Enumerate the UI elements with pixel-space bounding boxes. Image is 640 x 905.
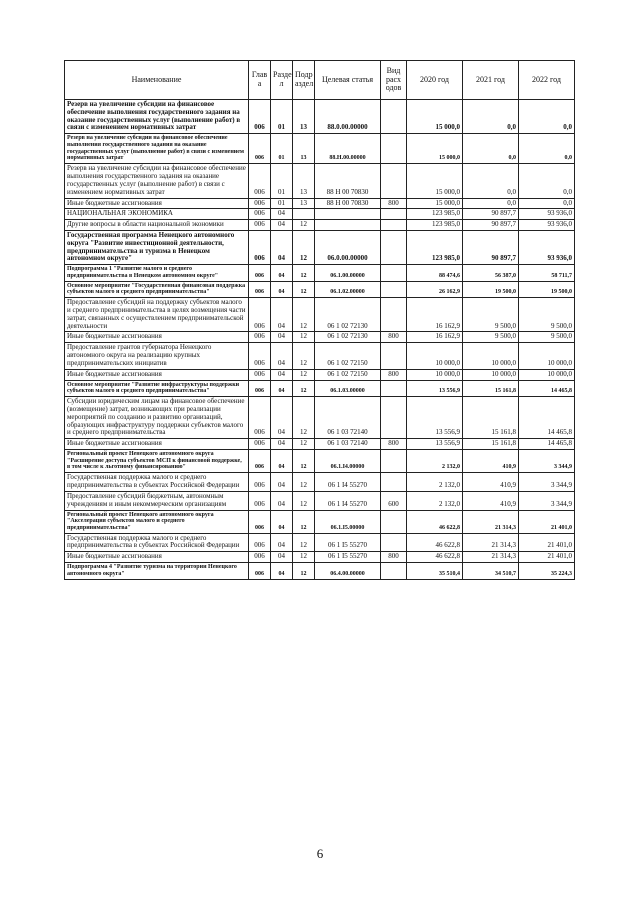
table-row	[65, 552, 575, 563]
row-2021: 0,0	[463, 198, 519, 209]
row-glava: 006	[249, 473, 271, 492]
row-target: 06 1 02 72150	[315, 369, 381, 380]
row-podrazdel: 12	[293, 220, 315, 231]
row-name: Государственная программа Ненецкого автономного округа "Развитие инвестиционной деятельности, предпринимательства и туризма в Ненецком автономном округе"	[65, 230, 249, 264]
row-vid	[381, 230, 407, 264]
row-vid	[381, 533, 407, 552]
row-2022: 9 500,0	[519, 332, 575, 343]
row-2020: 26 162,9	[407, 281, 463, 297]
row-2020: 15 000,0	[407, 198, 463, 209]
row-2020: 10 000,0	[407, 343, 463, 369]
row-vid: 800	[381, 198, 407, 209]
row-2022: 10 000,0	[519, 369, 575, 380]
row-name: Государственная поддержка малого и среднего предпринимательства в субъектах Российской Федерации	[65, 533, 249, 552]
row-podrazdel: 12	[293, 369, 315, 380]
row-razdel: 04	[271, 552, 293, 563]
table-row	[65, 198, 575, 209]
row-2022: 9 500,0	[519, 298, 575, 332]
row-2022: 19 500,0	[519, 281, 575, 297]
row-target: 06.1.I4.00000	[315, 450, 381, 473]
row-name: Государственная поддержка малого и среднего предпринимательства в субъектах Российской Федерации	[65, 473, 249, 492]
row-vid	[381, 298, 407, 332]
row-2022: 3 344,9	[519, 491, 575, 510]
row-name: Предоставление субсидий бюджетным, автономным учреждениям и иным некоммерческим организациям	[65, 491, 249, 510]
row-2020: 123 985,0	[407, 209, 463, 220]
table-row	[65, 473, 575, 492]
row-glava: 006	[249, 281, 271, 297]
row-glava: 006	[249, 100, 271, 134]
row-2022: 14 465,8	[519, 380, 575, 396]
row-2022: 3 344,9	[519, 473, 575, 492]
header-razdel: Разде л	[271, 61, 293, 100]
row-2020: 13 556,9	[407, 397, 463, 439]
row-2022: 58 711,7	[519, 265, 575, 281]
row-2020: 2 132,0	[407, 450, 463, 473]
table-row	[65, 134, 575, 164]
table-row	[65, 230, 575, 264]
row-target: 06 1 02 72150	[315, 343, 381, 369]
row-target: 06 1 I5 55270	[315, 533, 381, 552]
header-glava: Глав а	[249, 61, 271, 100]
row-glava: 006	[249, 563, 271, 579]
table-row	[65, 281, 575, 297]
header-name: Наименование	[65, 61, 249, 100]
row-2022: 3 344,9	[519, 450, 575, 473]
header-target: Целевая статья	[315, 61, 381, 100]
row-vid	[381, 220, 407, 231]
row-razdel: 04	[271, 380, 293, 396]
row-glava: 006	[249, 510, 271, 533]
row-2020: 15 000,0	[407, 100, 463, 134]
row-razdel: 01	[271, 164, 293, 198]
row-target: 06.1.02.00000	[315, 281, 381, 297]
row-glava: 006	[249, 134, 271, 164]
row-2021: 9 500,0	[463, 298, 519, 332]
row-target: 88.Н.00.00000	[315, 134, 381, 164]
row-glava: 006	[249, 265, 271, 281]
row-target: 06 1 02 72130	[315, 298, 381, 332]
row-2020: 88 474,6	[407, 265, 463, 281]
row-glava: 006	[249, 450, 271, 473]
row-podrazdel	[293, 209, 315, 220]
row-glava: 006	[249, 209, 271, 220]
row-2022: 14 465,8	[519, 439, 575, 450]
row-name: НАЦИОНАЛЬНАЯ ЭКОНОМИКА	[65, 209, 249, 220]
row-name: Резерв на увеличение субсидии на финансовое обеспечение выполнения государственного задания на оказание государственных услуг (выполнение работ) в связи с изменением нормативных затрат	[65, 100, 249, 134]
row-name: Иные бюджетные ассигнования	[65, 439, 249, 450]
table-row	[65, 439, 575, 450]
page-number: 6	[316, 846, 324, 861]
row-2020: 35 510,4	[407, 563, 463, 579]
row-glava: 006	[249, 380, 271, 396]
row-razdel: 04	[271, 369, 293, 380]
row-vid	[381, 100, 407, 134]
row-glava: 006	[249, 397, 271, 439]
row-name: Основное мероприятие "Развитие инфраструктуры поддержки субъектов малого и среднего предпринимательства"	[65, 380, 249, 396]
row-glava: 006	[249, 552, 271, 563]
row-vid	[381, 473, 407, 492]
row-glava: 006	[249, 439, 271, 450]
row-target: 06.1.03.00000	[315, 380, 381, 396]
row-target: 06 1 02 72130	[315, 332, 381, 343]
header-2020: 2020 год	[407, 61, 463, 100]
row-2021: 90 897,7	[463, 220, 519, 231]
table-row	[65, 164, 575, 198]
row-2021: 19 500,0	[463, 281, 519, 297]
table-header-row	[65, 61, 575, 100]
row-vid	[381, 281, 407, 297]
table-row	[65, 265, 575, 281]
row-vid	[381, 265, 407, 281]
row-2021: 0,0	[463, 134, 519, 164]
row-podrazdel: 12	[293, 491, 315, 510]
row-vid: 800	[381, 369, 407, 380]
row-target: 06 1 I5 55270	[315, 552, 381, 563]
row-glava: 006	[249, 220, 271, 231]
row-vid	[381, 380, 407, 396]
row-2022: 21 401,0	[519, 552, 575, 563]
row-podrazdel: 12	[293, 332, 315, 343]
table-row	[65, 220, 575, 231]
row-target	[315, 220, 381, 231]
row-name: Подпрограмма 4 "Развитие туризма на территории Ненецкого автономного округа"	[65, 563, 249, 579]
row-podrazdel: 13	[293, 198, 315, 209]
table-row	[65, 332, 575, 343]
row-podrazdel: 12	[293, 510, 315, 533]
table-row	[65, 510, 575, 533]
row-glava: 006	[249, 332, 271, 343]
row-razdel: 04	[271, 230, 293, 264]
row-target: 06 1 I4 55270	[315, 491, 381, 510]
row-2020: 16 162,9	[407, 298, 463, 332]
row-razdel: 04	[271, 332, 293, 343]
row-podrazdel: 12	[293, 230, 315, 264]
row-2022: 0,0	[519, 134, 575, 164]
row-glava: 006	[249, 298, 271, 332]
row-glava: 006	[249, 491, 271, 510]
row-2021: 9 500,0	[463, 332, 519, 343]
row-razdel: 01	[271, 198, 293, 209]
row-razdel: 04	[271, 298, 293, 332]
row-podrazdel: 12	[293, 563, 315, 579]
row-podrazdel: 13	[293, 134, 315, 164]
row-name: Основное мероприятие "Государственная финансовая поддержка субъектов малого и среднего предпринимательства"	[65, 281, 249, 297]
row-2020: 13 556,9	[407, 380, 463, 396]
table-row	[65, 100, 575, 134]
row-2021: 21 314,3	[463, 552, 519, 563]
table-row	[65, 450, 575, 473]
row-name: Иные бюджетные ассигнования	[65, 369, 249, 380]
row-2021: 34 510,7	[463, 563, 519, 579]
table-row	[65, 380, 575, 396]
row-razdel: 04	[271, 265, 293, 281]
row-podrazdel: 12	[293, 439, 315, 450]
row-2021: 410,9	[463, 473, 519, 492]
row-target: 88.0.00.00000	[315, 100, 381, 134]
row-target	[315, 209, 381, 220]
row-2021: 21 314,3	[463, 510, 519, 533]
row-name: Резерв на увеличение субсидии на финансовое обеспечение выполнения государственного задания на оказание государственных услуг (выполнение работ) в связи с изменением нормативных затрат	[65, 164, 249, 198]
row-2022: 93 936,0	[519, 209, 575, 220]
row-podrazdel: 12	[293, 450, 315, 473]
row-name: Иные бюджетные ассигнования	[65, 332, 249, 343]
row-glava: 006	[249, 369, 271, 380]
row-name: Предоставление субсидий на поддержку субъектов малого и среднего предпринимательства в целях возмещения части затрат, связанных с осуществлением предпринимательской деятельности	[65, 298, 249, 332]
row-razdel: 04	[271, 220, 293, 231]
row-glava: 006	[249, 343, 271, 369]
row-razdel: 04	[271, 343, 293, 369]
header-2021: 2021 год	[463, 61, 519, 100]
row-vid	[381, 563, 407, 579]
row-vid	[381, 164, 407, 198]
row-2020: 2 132,0	[407, 491, 463, 510]
row-razdel: 01	[271, 100, 293, 134]
row-vid: 600	[381, 491, 407, 510]
budget-table	[64, 60, 575, 580]
table-row	[65, 397, 575, 439]
row-name: Иные бюджетные ассигнования	[65, 198, 249, 209]
row-razdel: 04	[271, 510, 293, 533]
row-razdel: 04	[271, 397, 293, 439]
row-glava: 006	[249, 230, 271, 264]
table-row	[65, 343, 575, 369]
row-2020: 13 556,9	[407, 439, 463, 450]
table-row	[65, 491, 575, 510]
row-podrazdel: 12	[293, 552, 315, 563]
row-target: 06 1 03 72140	[315, 439, 381, 450]
row-podrazdel: 13	[293, 100, 315, 134]
row-razdel: 04	[271, 533, 293, 552]
row-target: 06.1.00.00000	[315, 265, 381, 281]
row-razdel: 01	[271, 134, 293, 164]
row-name: Резерв на увеличение субсидии на финансовое обеспечение выполнения государственного задания на оказание государственных услуг (выполнение работ) в связи с изменением нормативных затрат	[65, 134, 249, 164]
row-vid	[381, 209, 407, 220]
row-glava: 006	[249, 533, 271, 552]
row-vid	[381, 134, 407, 164]
row-glava: 006	[249, 198, 271, 209]
row-2020: 2 132,0	[407, 473, 463, 492]
row-2021: 410,9	[463, 491, 519, 510]
row-vid	[381, 510, 407, 533]
row-2021: 21 314,3	[463, 533, 519, 552]
row-2020: 123 985,0	[407, 230, 463, 264]
row-2021: 10 000,0	[463, 369, 519, 380]
row-2020: 46 622,8	[407, 552, 463, 563]
row-name: Предоставление грантов губернатора Ненецкого автономного округа на реализацию крупных предпринимательских инициатив	[65, 343, 249, 369]
row-vid: 800	[381, 552, 407, 563]
row-2021: 410,9	[463, 450, 519, 473]
row-name: Другие вопросы в области национальной экономики	[65, 220, 249, 231]
row-name: Иные бюджетные ассигнования	[65, 552, 249, 563]
row-vid	[381, 397, 407, 439]
row-2020: 15 000,0	[407, 134, 463, 164]
row-glava: 006	[249, 164, 271, 198]
row-2020: 46 622,8	[407, 533, 463, 552]
row-2021: 56 387,0	[463, 265, 519, 281]
row-podrazdel: 12	[293, 298, 315, 332]
row-vid: 800	[381, 439, 407, 450]
row-podrazdel: 12	[293, 343, 315, 369]
row-2022: 0,0	[519, 198, 575, 209]
row-target: 06.0.00.00000	[315, 230, 381, 264]
row-2021: 15 161,8	[463, 397, 519, 439]
row-name: Региональный проект Ненецкого автономного округа "Акселерация субъектов малого и среднего предпринимательства"	[65, 510, 249, 533]
row-2020: 15 000,0	[407, 164, 463, 198]
row-vid	[381, 450, 407, 473]
row-podrazdel: 12	[293, 397, 315, 439]
row-2022: 21 401,0	[519, 510, 575, 533]
row-name: Субсидии юридическим лицам на финансовое обеспечение (возмещение) затрат, возникающих при реализации мероприятий по созданию и развитию организаций, образующих инфраструктуру поддержки субъектов малого и среднего предпринимательства	[65, 397, 249, 439]
row-podrazdel: 12	[293, 380, 315, 396]
row-2021: 15 161,8	[463, 380, 519, 396]
row-2022: 0,0	[519, 164, 575, 198]
row-2021: 0,0	[463, 100, 519, 134]
row-name: Региональный проект Ненецкого автономного округа "Расширение доступа субъектов МСП к финансовой поддержке, в том числе к льготному финансированию"	[65, 450, 249, 473]
row-target: 88 Н 00 70830	[315, 164, 381, 198]
row-podrazdel: 12	[293, 473, 315, 492]
row-target: 06.4.00.00000	[315, 563, 381, 579]
header-podrazdel: Подр аздел	[293, 61, 315, 100]
header-2022: 2022 год	[519, 61, 575, 100]
row-2020: 10 000,0	[407, 369, 463, 380]
row-2021: 90 897,7	[463, 230, 519, 264]
row-razdel: 04	[271, 209, 293, 220]
row-2021: 0,0	[463, 164, 519, 198]
row-podrazdel: 12	[293, 265, 315, 281]
row-2020: 16 162,9	[407, 332, 463, 343]
row-vid	[381, 343, 407, 369]
row-2022: 21 401,0	[519, 533, 575, 552]
row-target: 06 1 I4 55270	[315, 473, 381, 492]
row-2022: 0,0	[519, 100, 575, 134]
row-razdel: 04	[271, 473, 293, 492]
row-2022: 93 936,0	[519, 220, 575, 231]
row-2020: 123 985,0	[407, 220, 463, 231]
row-2022: 14 465,8	[519, 397, 575, 439]
table-row	[65, 533, 575, 552]
row-2022: 10 000,0	[519, 343, 575, 369]
row-2021: 10 000,0	[463, 343, 519, 369]
row-podrazdel: 13	[293, 164, 315, 198]
row-razdel: 04	[271, 450, 293, 473]
row-2022: 93 936,0	[519, 230, 575, 264]
row-vid: 800	[381, 332, 407, 343]
row-2021: 90 897,7	[463, 209, 519, 220]
row-target: 06.1.I5.00000	[315, 510, 381, 533]
row-2022: 35 224,3	[519, 563, 575, 579]
row-podrazdel: 12	[293, 533, 315, 552]
row-2021: 15 161,8	[463, 439, 519, 450]
table-row	[65, 369, 575, 380]
table-row	[65, 298, 575, 332]
row-razdel: 04	[271, 281, 293, 297]
row-2020: 46 622,8	[407, 510, 463, 533]
row-razdel: 04	[271, 491, 293, 510]
row-podrazdel: 12	[293, 281, 315, 297]
row-razdel: 04	[271, 439, 293, 450]
table-row	[65, 209, 575, 220]
table-row	[65, 563, 575, 579]
row-target: 88 Н 00 70830	[315, 198, 381, 209]
header-vid: Вид расх одов	[381, 61, 407, 100]
row-target: 06 1 03 72140	[315, 397, 381, 439]
row-razdel: 04	[271, 563, 293, 579]
row-name: Подпрограмма 1 "Развитие малого и среднего предпринимательства в Ненецком автономном округе"	[65, 265, 249, 281]
